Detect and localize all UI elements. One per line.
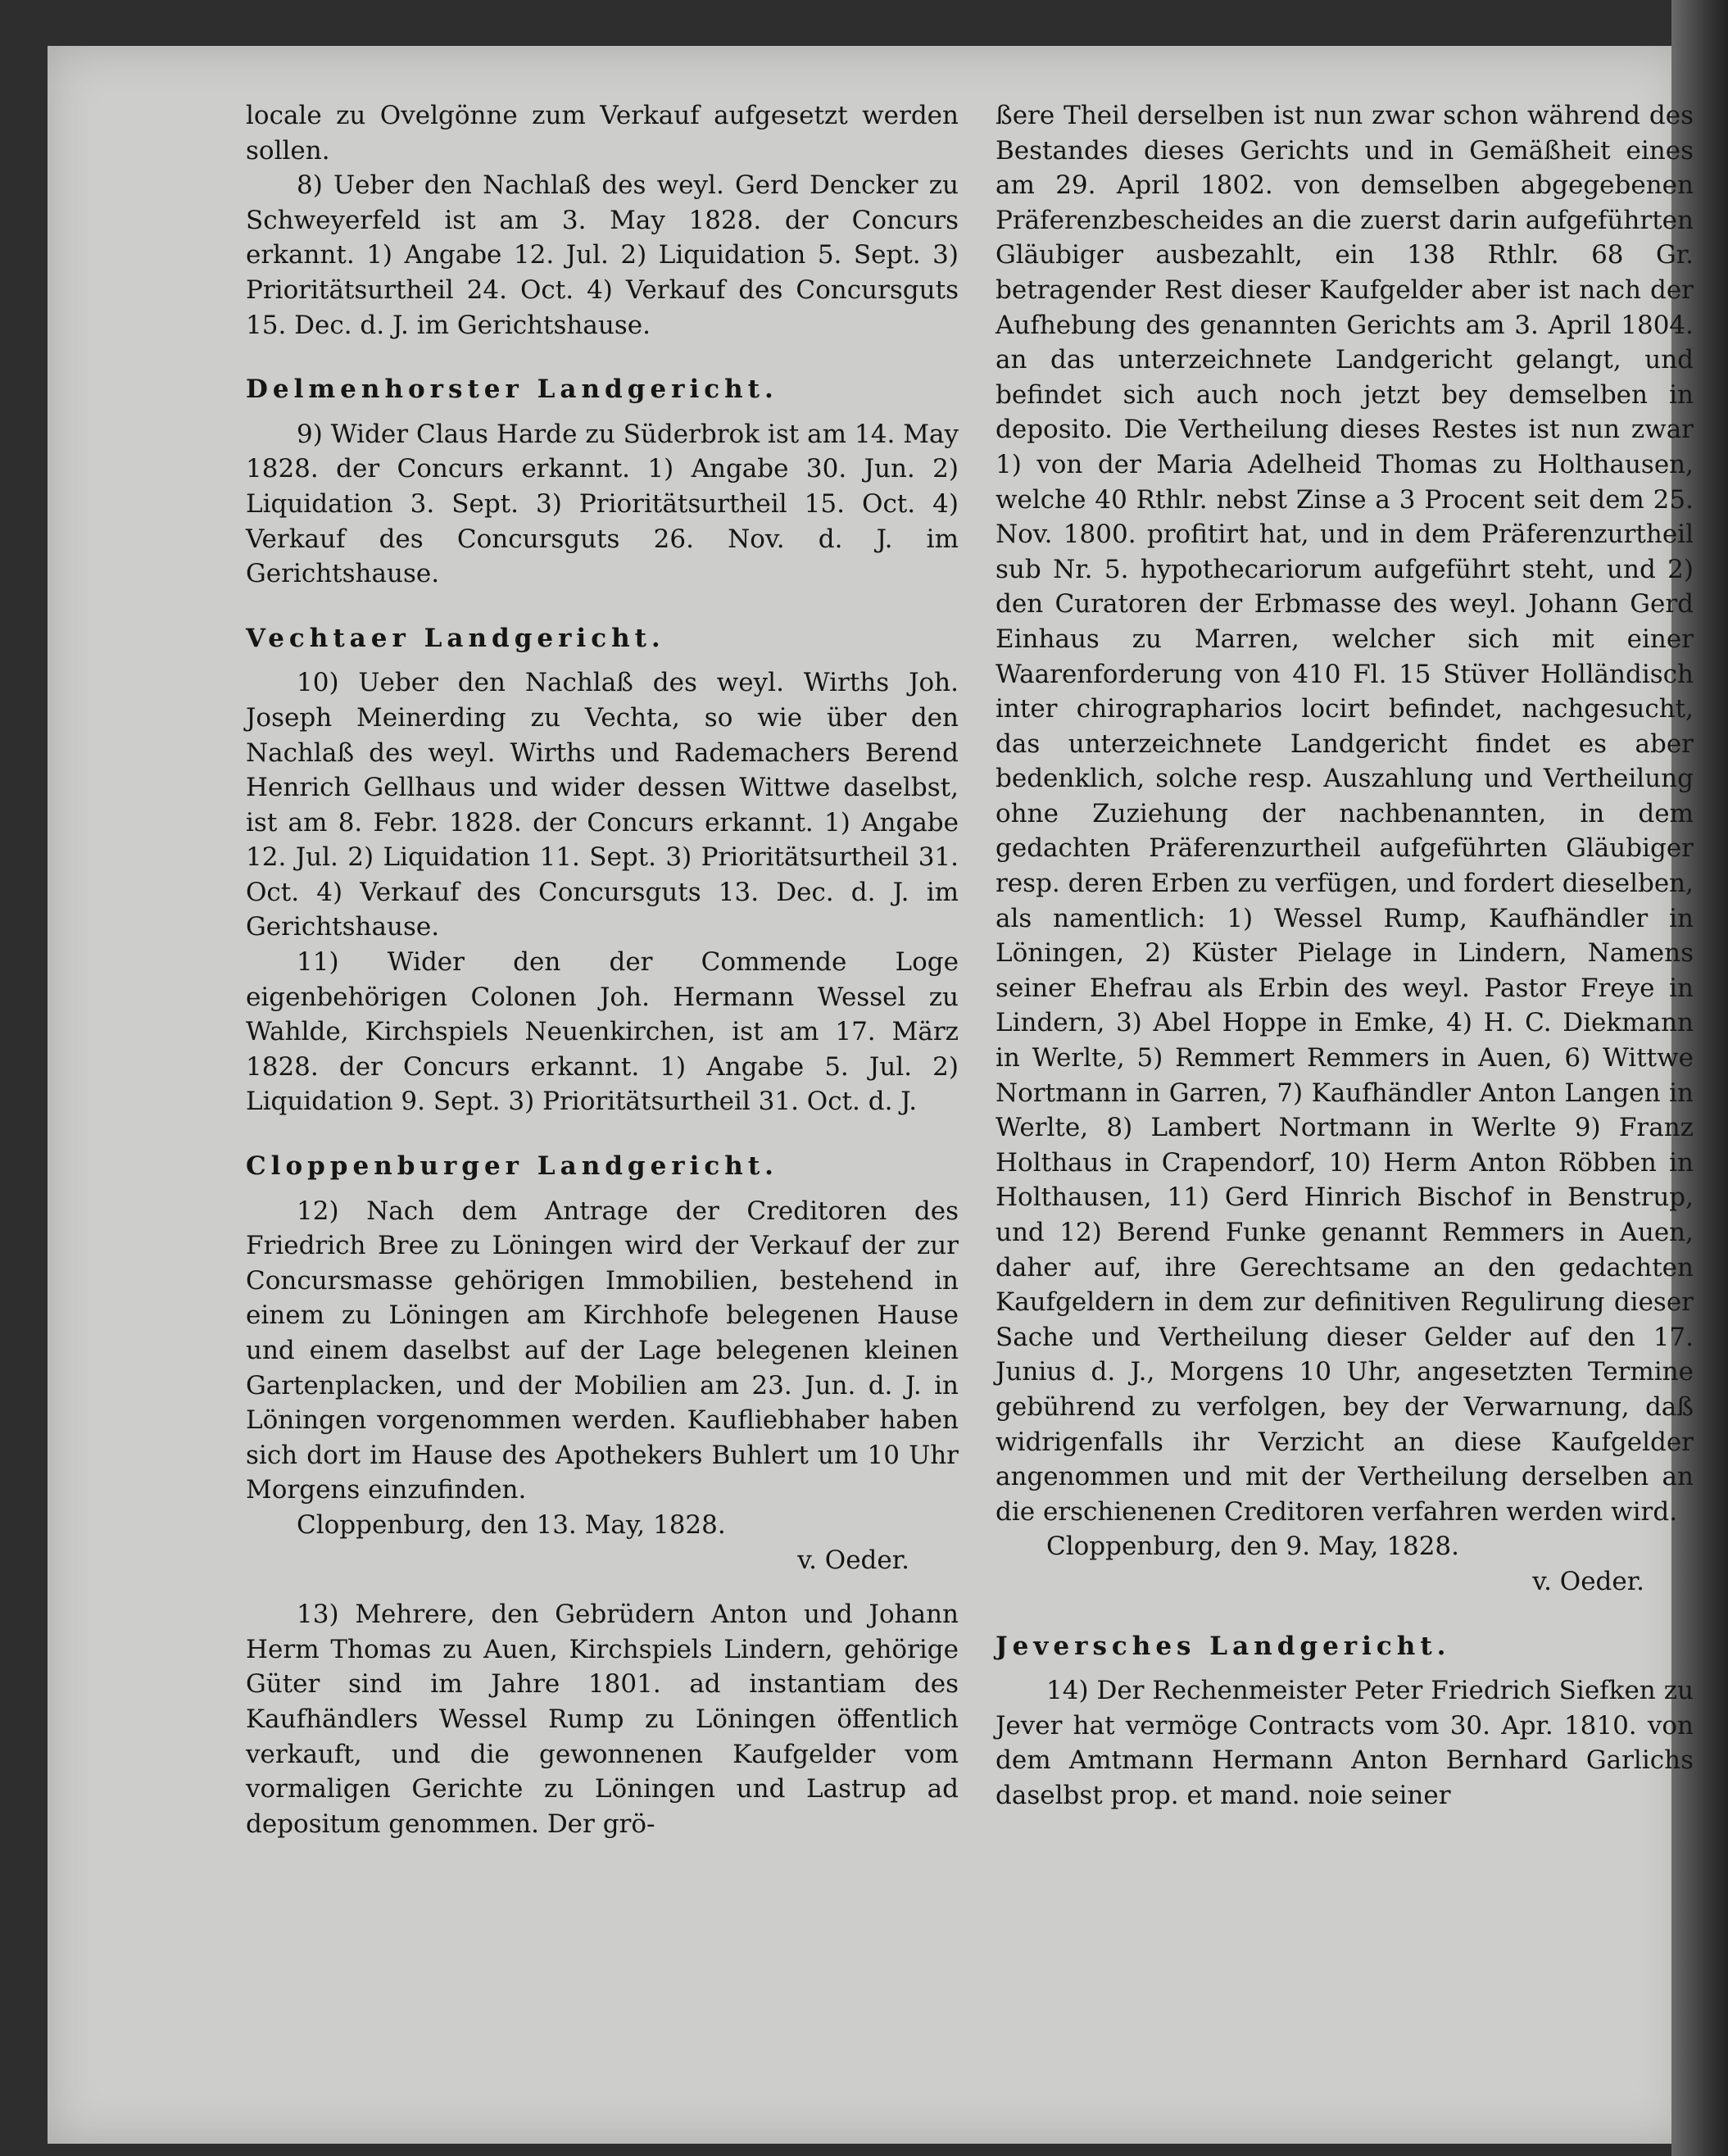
- right-text-column: [996, 98, 1694, 1813]
- heading-delmenhorst: Delmenhorster Landgericht.: [246, 374, 778, 405]
- heading-jever: Jeversches Landgericht.: [996, 1631, 1451, 1661]
- notice-14: 14) Der Rechenmeister Peter Friedrich Siefken zu Jever hat vermöge Contracts vom 30. Apr. 1810. von dem Amtmann Hermann Anton Bernhard Garlichs daselbst prop. et mand. noie seiner: [996, 1676, 1694, 1810]
- heading-cloppenburg: Cloppenburger Landgericht.: [246, 1151, 778, 1182]
- notice-12: 12) Nach dem Antrage der Creditoren des Friedrich Bree zu Löningen wird der Verkauf der zur Concursmasse gehörigen Immobilien, bestehend in einem zu Löningen am Kirchhofe belegenen Hause und einem daselbst auf der Lage belegenen kleinen Gartenplacken, und der Mobilien am 23. Jun. d. J. in Löningen vorgenommen werden. Kaufliebhaber haben sich dort im Hause des Apothekers Buhlert um 10 Uhr Morgens einzufinden.: [246, 1196, 959, 1505]
- heading-vechta: Vechtaer Landgericht.: [246, 623, 665, 653]
- signature-12: v. Oeder.: [797, 1545, 909, 1575]
- left-text-column: [246, 98, 959, 1841]
- notice-13: 13) Mehrere, den Gebrüdern Anton und Johann Herm Thomas zu Auen, Kirchspiels Lindern, gehörige Güter sind im Jahre 1801. ad instantiam des Kaufhändlers Wessel Rump zu Löningen öffentlich verkauft, und die gewonnenen Kaufgelder vom vormaligen Gerichte zu Löningen und Lastrup ad depositum genommen. Der grö-: [246, 1600, 959, 1839]
- signature-13: v. Oeder.: [1532, 1566, 1644, 1596]
- dateline-12: Cloppenburg, den 13. May, 1828.: [297, 1509, 726, 1540]
- dateline-13: Cloppenburg, den 9. May, 1828.: [1046, 1532, 1459, 1562]
- notice-11: 11) Wider den der Commende Loge eigenbehörigen Colonen Joh. Hermann Wessel zu Wahlde, Kirchspiels Neuenkirchen, ist am 17. März 1828. der Concurs erkannt. 1) Angabe 5. Jul. 2) Liquidation 9. Sept. 3) Prioritätsurtheil 31. Oct. d. J.: [246, 947, 959, 1117]
- notice-13-continuation: ßere Theil derselben ist nun zwar schon während des Bestandes dieses Gerichts und in Gemäßheit eines am 29. April 1802. von demselben abgegebenen Präferenzbescheides an die zuerst darin aufgeführten Gläubiger ausbezahlt, ein 138 Rthlr. 68 Gr. betragender Rest dieser Kaufgelder aber ist nach der Aufhebung des genannten Gerichts am 3. April 1804. an das unterzeichnete Landgericht gelangt, und befindet sich auch noch jetzt bey demselben in deposito. Die Vertheilung dieses Restes ist nun zwar 1) von der Maria Adelheid Thomas zu Holthausen, welche 40 Rthlr. nebst Zinse a 3 Procent seit dem 25. Nov. 1800. profitirt hat, und in dem Präferenzurtheil sub Nr. 5. hypothecariorum aufgeführt steht, und 2) den Curatoren der Erbmasse des weyl. Johann Gerd Einhaus zu Marren, welcher sich mit einer Waarenforderung von 410 Fl. 15 Stüver Holländisch inter chirographarios locirt befindet, nachgesucht, das unterzeichnete Landgericht findet es aber bedenklich, solche resp. Auszahlung und Vertheilung ohne Zuziehung der nachbenannten, in dem gedachten Präferenzurtheil aufgeführten Gläubiger resp. deren Erben zu verfügen, und fordert dieselben, als namentlich: 1) Wessel Rump, Kaufhändler in Löningen, 2) Küster Pielage in Lindern, Namens seiner Ehefrau als Erbin des weyl. Pastor Freye in Lindern, 3) Abel Hoppe in Emke, 4) H. C. Diekmann in Werlte, 5) Remmert Remmers in Auen, 6) Wittwe Nortmann in Garren, 7) Kaufhändler Anton Langen in Werlte, 8) Lambert Nortmann in Werlte 9) Franz Holthaus in Crapendorf, 10) Herm Anton Röbben in Holthausen, 11) Gerd Hinrich Bischof in Benstrup, und 12) Berend Funke genannt Remmers in Auen, daher auf, ihre Gerechtsame an den gedachten Kaufgeldern in dem zur definitiven Regulirung dieser Sache und Vertheilung dieser Gelder auf den 17. Junius d. J., Morgens 10 Uhr, angesetzten Termine gebührend zu verfolgen, bey der Verwarnung, daß widrigenfalls ihr Verzicht an diese Kaufgelder angenommen und mit der Vertheilung derselben an die erschienenen Creditoren verfahren werden wird.: [996, 101, 1694, 1527]
- notice-9: 9) Wider Claus Harde zu Süderbrok ist am 14. May 1828. der Concurs erkannt. 1) Angabe 30. Jun. 2) Liquidation 3. Sept. 3) Prioritätsurtheil 15. Oct. 4) Verkauf des Concursguts 26. Nov. d. J. im Gerichtshause.: [246, 419, 959, 589]
- notice-10: 10) Ueber den Nachlaß des weyl. Wirths Joh. Joseph Meinerding zu Vechta, so wie über den Nachlaß des weyl. Wirths und Rademachers Berend Henrich Gellhaus und wider dessen Wittwe daselbst, ist am 8. Febr. 1828. der Concurs erkannt. 1) Angabe 12. Jul. 2) Liquidation 11. Sept. 3) Prioritätsurtheil 31. Oct. 4) Verkauf des Concursguts 13. Dec. d. J. im Gerichtshause.: [246, 668, 959, 942]
- notice-8: 8) Ueber den Nachlaß des weyl. Gerd Dencker zu Schweyerfeld ist am 3. May 1828. der Concurs erkannt. 1) Angabe 12. Jul. 2) Liquidation 5. Sept. 3) Prioritätsurtheil 24. Oct. 4) Verkauf des Concursguts 15. Dec. d. J. im Gerichtshause.: [246, 170, 959, 340]
- paragraph-continuation: locale zu Ovelgönne zum Verkauf aufgesetzt werden sollen.: [246, 101, 959, 166]
